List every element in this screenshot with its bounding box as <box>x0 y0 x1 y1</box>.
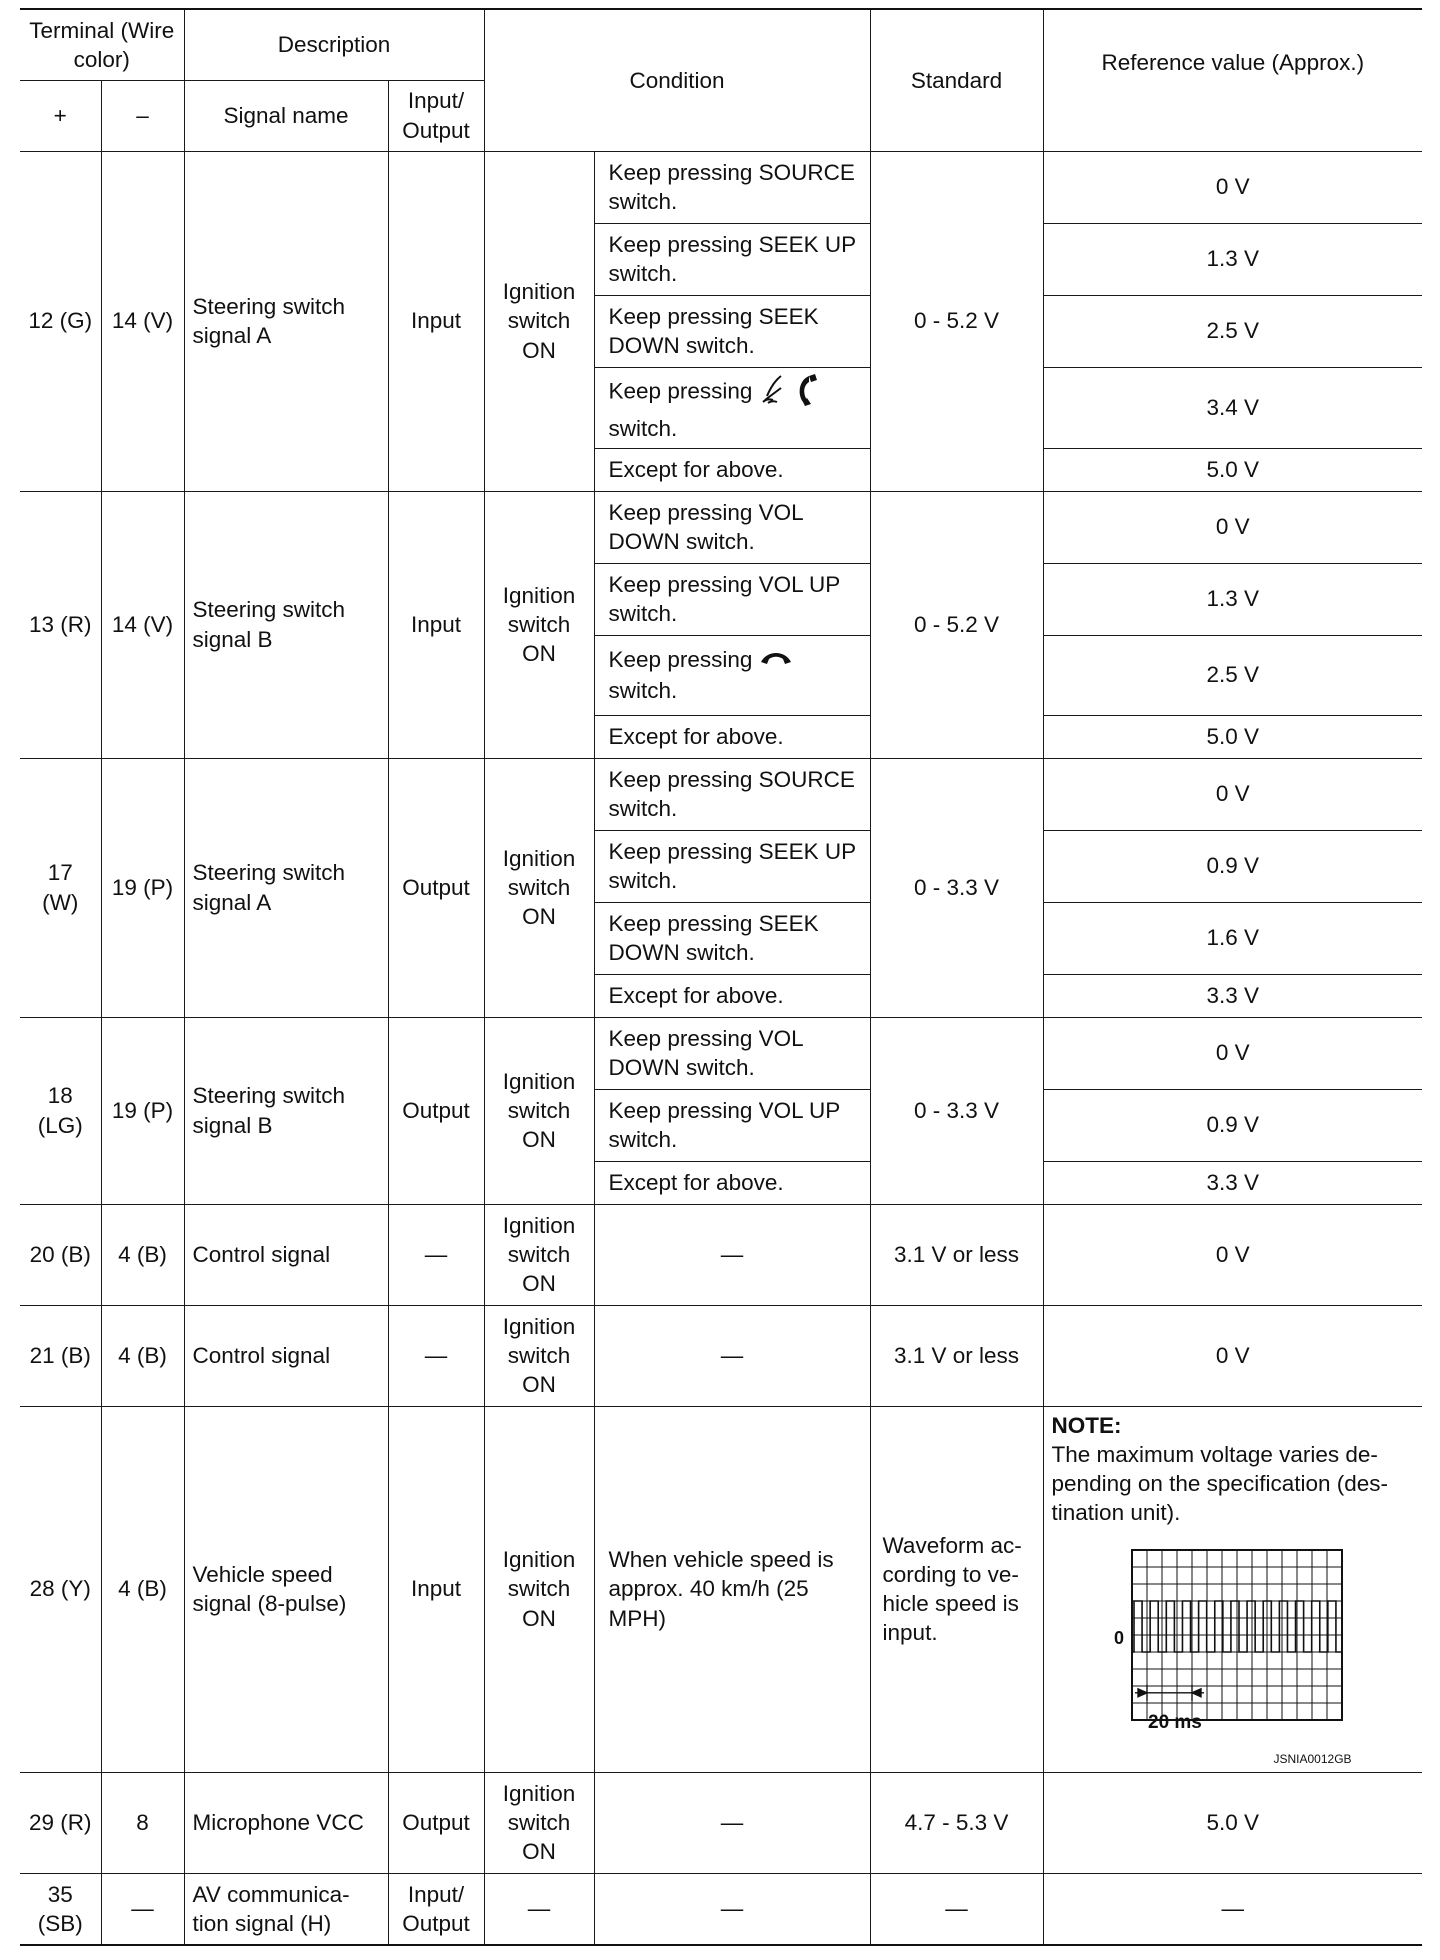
condition-text: Keep pressing VOL DOWN switch. <box>594 1017 870 1089</box>
header-terminal: Terminal (Wire color) <box>20 9 184 80</box>
signal-name: Vehicle speed signal (8-pulse) <box>184 1406 388 1772</box>
condition-text: Keep pressing SEEK DOWN switch. <box>594 902 870 974</box>
table-row <box>20 1873 1422 1945</box>
standard-value: Waveform ac- cording to ve- hicle speed is input. <box>870 1406 1043 1772</box>
condition-prefix: Keep pressing <box>608 378 753 404</box>
terminal-minus: 14 (V) <box>101 151 184 491</box>
note-title: NOTE: <box>1051 1412 1122 1438</box>
signal-io: Output <box>388 1772 484 1873</box>
table-row <box>20 1772 1422 1873</box>
reference-value: 1.3 V <box>1043 563 1422 635</box>
signal-io: Output <box>388 1017 484 1204</box>
condition-text: Keep pressing VOL UP switch. <box>594 563 870 635</box>
reference-value: 3.3 V <box>1043 1161 1422 1204</box>
condition-text: Keep pressing SOURCE switch. <box>594 758 870 830</box>
reference-value: 5.0 V <box>1043 715 1422 758</box>
condition-text: Keep pressing SEEK UP switch. <box>594 223 870 295</box>
signal-io: — <box>388 1305 484 1406</box>
note-cell <box>1043 1406 1422 1772</box>
table-row <box>20 1305 1422 1406</box>
condition-text: — <box>594 1873 870 1945</box>
reference-value: 5.0 V <box>1043 448 1422 491</box>
reference-value: 1.6 V <box>1043 902 1422 974</box>
signal-io: Input <box>388 151 484 491</box>
signal-io: — <box>388 1204 484 1305</box>
ignition-condition: Ignition switch ON <box>484 1772 594 1873</box>
signal-io: Input <box>388 1406 484 1772</box>
figure-id: JSNIA0012GB <box>1273 1751 1352 1766</box>
reference-value: 0.9 V <box>1043 1089 1422 1161</box>
standard-value: 0 - 3.3 V <box>870 758 1043 1017</box>
hang-up-icon <box>759 646 793 675</box>
terminal-plus: 20 (B) <box>20 1204 101 1305</box>
header-row-1 <box>20 9 1422 80</box>
signal-name: Steering switch signal A <box>184 758 388 1017</box>
reference-value: 0 V <box>1043 491 1422 563</box>
signal-name: Microphone VCC <box>184 1772 388 1873</box>
standard-value: 0 - 3.3 V <box>870 1017 1043 1204</box>
reference-value: 2.5 V <box>1043 635 1422 715</box>
condition-text: Except for above. <box>594 448 870 491</box>
terminal-minus: 19 (P) <box>101 758 184 1017</box>
condition-text: — <box>594 1204 870 1305</box>
ignition-condition: Ignition switch ON <box>484 151 594 491</box>
condition-suffix: switch. <box>608 677 678 703</box>
standard-value: 3.1 V or less <box>870 1305 1043 1406</box>
reference-value: 0 V <box>1043 758 1422 830</box>
standard-value: 3.1 V or less <box>870 1204 1043 1305</box>
scale-arrow <box>1192 1688 1201 1696</box>
terminal-plus: 18 (LG) <box>20 1017 101 1204</box>
header-condition: Condition <box>484 9 870 151</box>
terminal-plus: 28 (Y) <box>20 1406 101 1772</box>
condition-text-icon <box>594 635 870 715</box>
terminal-minus: 4 (B) <box>101 1406 184 1772</box>
ignition-condition: Ignition switch ON <box>484 491 594 758</box>
terminal-plus: 21 (B) <box>20 1305 101 1406</box>
reference-value: 0 V <box>1043 1017 1422 1089</box>
terminal-plus: 29 (R) <box>20 1772 101 1873</box>
signal-name: Control signal <box>184 1204 388 1305</box>
ignition-condition: Ignition switch ON <box>484 1204 594 1305</box>
condition-text: Except for above. <box>594 1161 870 1204</box>
signal-name: Steering switch signal B <box>184 491 388 758</box>
scale-arrow <box>1138 1688 1147 1696</box>
signal-io: Input/ Output <box>388 1873 484 1945</box>
ignition-condition: — <box>484 1873 594 1945</box>
waveform-figure <box>1052 1540 1382 1770</box>
condition-text: — <box>594 1305 870 1406</box>
header-plus: + <box>20 80 101 151</box>
reference-value: 5.0 V <box>1043 1772 1422 1873</box>
voice-phone-icon <box>759 372 833 413</box>
table-row <box>20 1406 1422 1772</box>
table-row <box>20 151 1422 223</box>
condition-text: When vehicle speed is approx. 40 km/h (25 MPH) <box>594 1406 870 1772</box>
condition-text: Keep pressing SEEK DOWN switch. <box>594 295 870 367</box>
waveform-zero-label: 0 <box>1113 1627 1124 1648</box>
header-standard: Standard <box>870 9 1043 151</box>
table-row <box>20 1017 1422 1089</box>
terminal-plus: 17 (W) <box>20 758 101 1017</box>
standard-value: 0 - 5.2 V <box>870 151 1043 491</box>
condition-text-icon <box>594 367 870 448</box>
condition-text: Except for above. <box>594 715 870 758</box>
note-text: The maximum voltage varies de- pending on the specification (des- tination unit). <box>1051 1441 1388 1526</box>
reference-value: 3.3 V <box>1043 974 1422 1017</box>
header-minus: – <box>101 80 184 151</box>
waveform-graph <box>1052 1540 1382 1750</box>
condition-prefix: Keep pressing <box>608 647 753 673</box>
terminal-minus: — <box>101 1873 184 1945</box>
condition-text: Keep pressing VOL DOWN switch. <box>594 491 870 563</box>
header-io: Input/ Output <box>388 80 484 151</box>
signal-name: AV communica- tion signal (H) <box>184 1873 388 1945</box>
terminal-minus: 8 <box>101 1772 184 1873</box>
condition-suffix: switch. <box>608 415 678 441</box>
condition-text: Keep pressing SOURCE switch. <box>594 151 870 223</box>
table-row <box>20 491 1422 563</box>
signal-io: Input <box>388 491 484 758</box>
terminal-spec-table <box>20 8 1422 1946</box>
terminal-minus: 4 (B) <box>101 1305 184 1406</box>
reference-value: 3.4 V <box>1043 367 1422 448</box>
condition-text: Keep pressing SEEK UP switch. <box>594 830 870 902</box>
condition-text: Keep pressing VOL UP switch. <box>594 1089 870 1161</box>
header-description: Description <box>184 9 484 80</box>
table-row <box>20 1204 1422 1305</box>
signal-name: Steering switch signal A <box>184 151 388 491</box>
ignition-condition: Ignition switch ON <box>484 1406 594 1772</box>
standard-value: 4.7 - 5.3 V <box>870 1772 1043 1873</box>
ignition-condition: Ignition switch ON <box>484 758 594 1017</box>
ignition-condition: Ignition switch ON <box>484 1017 594 1204</box>
terminal-plus: 13 (R) <box>20 491 101 758</box>
standard-value: 0 - 5.2 V <box>870 491 1043 758</box>
signal-io: Output <box>388 758 484 1017</box>
condition-text: Except for above. <box>594 974 870 1017</box>
reference-value: 1.3 V <box>1043 223 1422 295</box>
waveform-scale-label: 20 ms <box>1147 1711 1202 1733</box>
terminal-minus: 4 (B) <box>101 1204 184 1305</box>
signal-name: Control signal <box>184 1305 388 1406</box>
reference-value: 2.5 V <box>1043 295 1422 367</box>
terminal-minus: 14 (V) <box>101 491 184 758</box>
table-row <box>20 758 1422 830</box>
reference-value: 0 V <box>1043 151 1422 223</box>
signal-name: Steering switch signal B <box>184 1017 388 1204</box>
condition-text: — <box>594 1772 870 1873</box>
terminal-plus: 35 (SB) <box>20 1873 101 1945</box>
terminal-plus: 12 (G) <box>20 151 101 491</box>
reference-value: — <box>1043 1873 1422 1945</box>
standard-value: — <box>870 1873 1043 1945</box>
terminal-minus: 19 (P) <box>101 1017 184 1204</box>
header-signal-name: Signal name <box>184 80 388 151</box>
reference-value: 0 V <box>1043 1204 1422 1305</box>
reference-value: 0 V <box>1043 1305 1422 1406</box>
ignition-condition: Ignition switch ON <box>484 1305 594 1406</box>
reference-value: 0.9 V <box>1043 830 1422 902</box>
header-reference: Reference value (Approx.) <box>1043 9 1422 151</box>
